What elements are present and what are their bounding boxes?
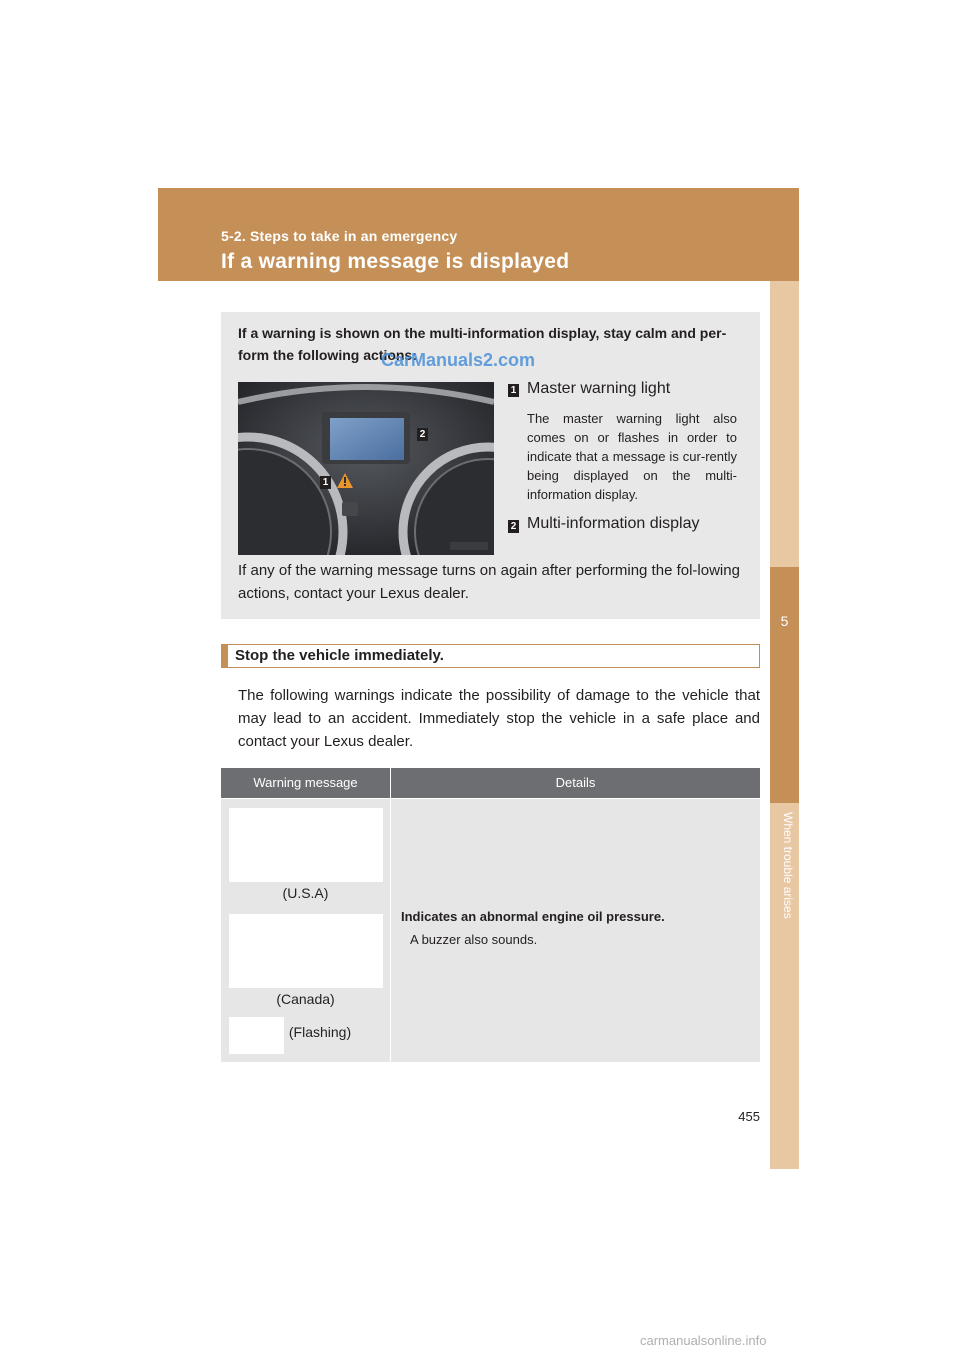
detail-note: A buzzer also sounds. [410,932,538,947]
watermark: CarManuals2.com [381,350,536,370]
instrument-cluster-image [238,382,494,555]
intro-text: If a warning is shown on the multi-information display, stay calm and per-form the following actions: [238,325,727,363]
detail-title: Indicates an abnormal engine oil pressure. [401,909,665,924]
instrument-cluster-illustration [238,382,494,555]
caption-canada: (Canada) [276,991,335,1007]
caption-flashing: (Flashing) [288,1024,352,1040]
step-heading: Stop the vehicle immediately. [235,647,444,664]
page-number: 455 [738,1109,760,1124]
callout-marker-2: 2 [417,428,428,441]
callout-badge-1: 1 [508,384,519,397]
warning-message-image-usa [229,808,383,882]
column-divider [390,768,391,1062]
callout-title-multi-info: Multi-information display [527,515,700,532]
callout-badge-2: 2 [508,520,519,533]
intro-footer-text: If any of the warning message turns on again after performing the fol-lowing actions, contact your Lexus dealer. [238,562,740,602]
page-title: If a warning message is displayed [221,250,570,273]
warning-message-image-canada [229,914,383,988]
footer-watermark: carmanualsonline.info [640,1333,767,1348]
column-header-warning-message: Warning message [253,775,358,790]
warning-light-image-flashing [229,1017,284,1054]
section-label: 5-2. Steps to take in an emergency [221,228,458,244]
column-header-details: Details [555,775,596,790]
step-body: The following warnings indicate the possibility of damage to the vehicle that may lead to an accident. Immediately stop the vehicle in a safe place and contact your Lexus dealer. [238,687,760,750]
chapter-title: When trouble arises [781,812,795,919]
chapter-side-tab-active[interactable] [770,567,799,803]
callout-marker-1: 1 [320,476,331,489]
chapter-number: 5 [780,613,789,629]
callout-title-master-warning: Master warning light [527,380,671,397]
caption-usa: (U.S.A) [282,885,329,901]
callout-description-master-warning: The master warning light also comes on or flashes in order to indicate that a message is cur-rently being displayed on the multi-information display. [527,411,737,502]
